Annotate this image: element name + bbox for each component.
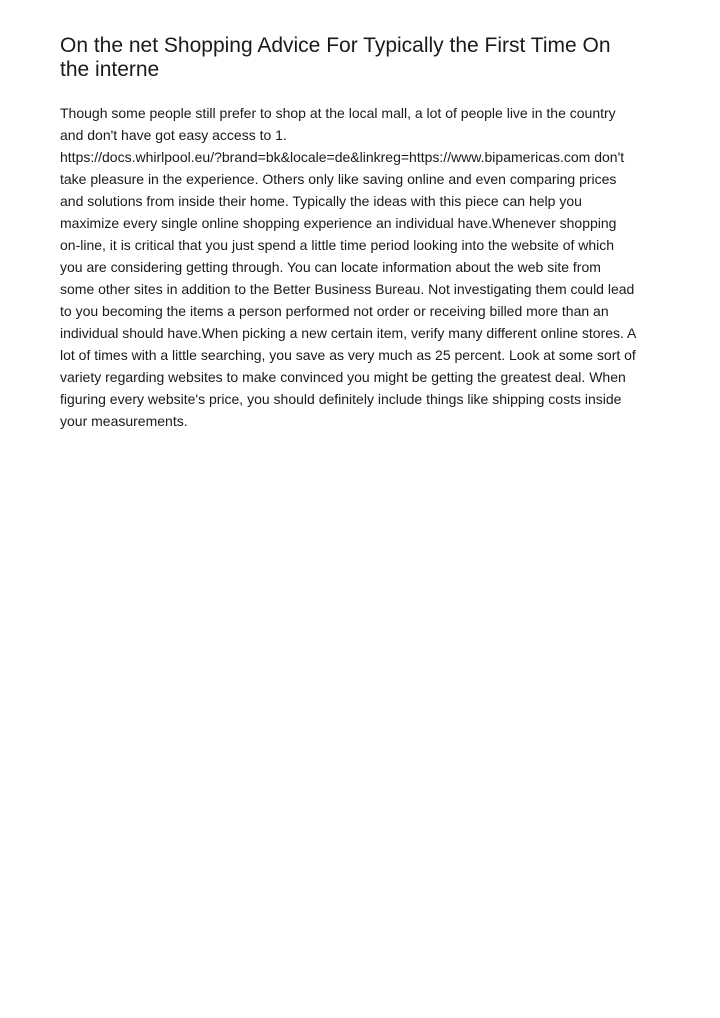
paragraph-line: to you becoming the items a person performed not order or receiving billed more than an <box>60 303 609 319</box>
paragraph-line: and don't have got easy access to 1. <box>60 127 287 143</box>
paragraph-line: and solutions from inside their home. Typically the ideas with this piece can help you <box>60 193 582 209</box>
paragraph-line: maximize every single online shopping experience an individual have.Whenever shopping <box>60 215 617 231</box>
body-paragraph <box>60 102 664 432</box>
title-line: On the net Shopping Advice For Typically the First Time On <box>60 34 611 57</box>
paragraph-line: individual should have.When picking a new certain item, verify many different online stores. A <box>60 325 637 341</box>
paragraph-line: on-line, it is critical that you just spend a little time period looking into the website of which <box>60 237 615 253</box>
paragraph-line: variety regarding websites to make convinced you might be getting the greatest deal. When <box>60 369 626 385</box>
paragraph-line: figuring every website's price, you should definitely include things like shipping costs inside <box>60 391 622 407</box>
paragraph-line: you are considering getting through. You can locate information about the web site from <box>60 259 601 275</box>
paragraph-line: lot of times with a little searching, you save as very much as 25 percent. Look at some sort of <box>60 347 636 363</box>
title-line: the interne <box>60 58 160 81</box>
paragraph-line: https://docs.whirlpool.eu/?brand=bk&locale=de&linkreg=https://www.bipamericas.com don't <box>60 149 625 165</box>
document-title <box>60 34 680 82</box>
paragraph-line: take pleasure in the experience. Others only like saving online and even comparing prices <box>60 171 617 187</box>
paragraph-line: Though some people still prefer to shop at the local mall, a lot of people live in the country <box>60 105 616 121</box>
paragraph-line: your measurements. <box>60 413 188 429</box>
paragraph-line: some other sites in addition to the Better Business Bureau. Not investigating them could lead <box>60 281 635 297</box>
